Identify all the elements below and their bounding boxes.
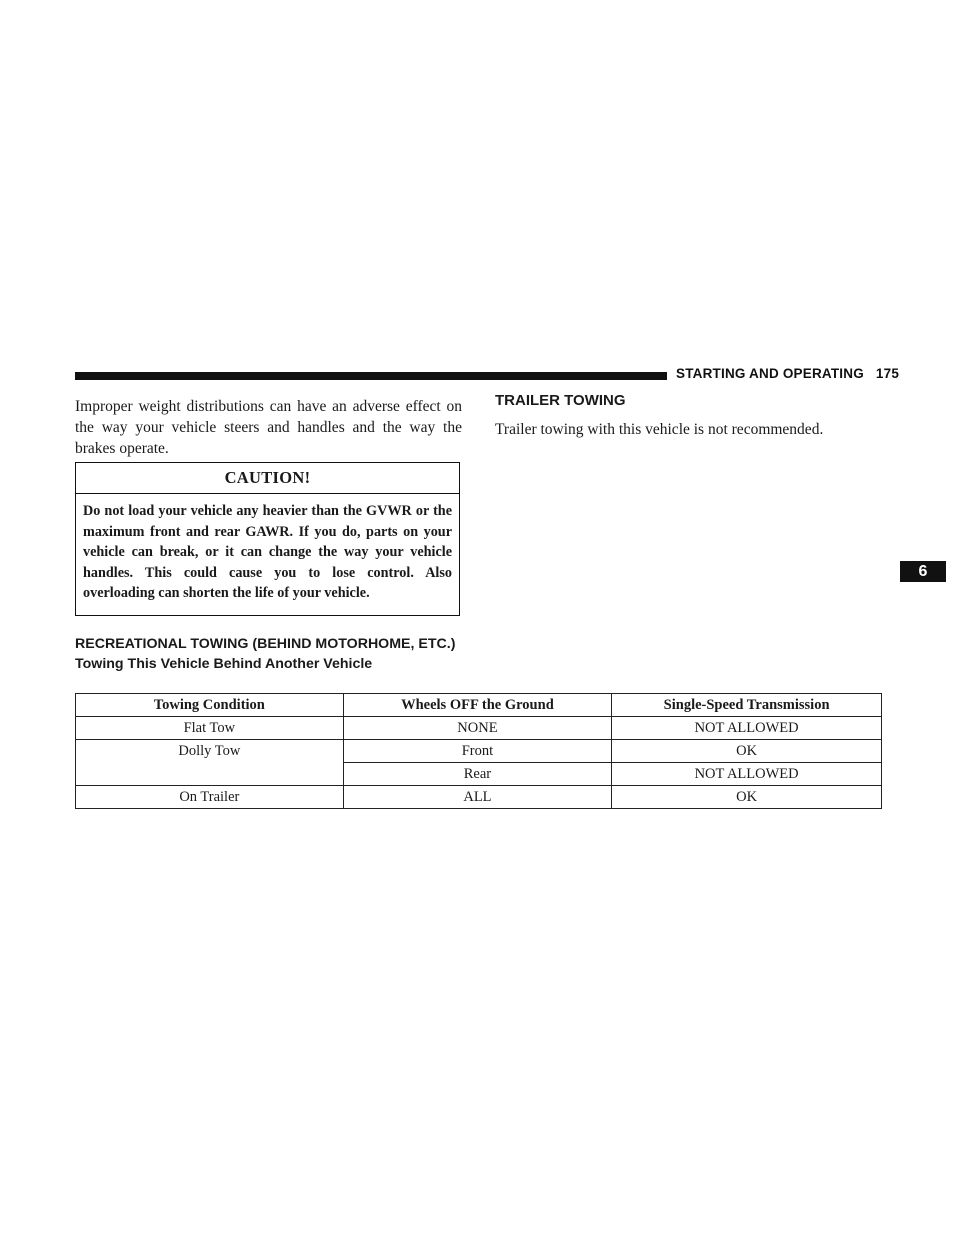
header-rule xyxy=(75,372,667,380)
table-cell: NONE xyxy=(343,717,612,740)
table-cell: ALL xyxy=(343,786,612,809)
table-cell: Front xyxy=(343,740,612,763)
recreational-towing-heading: RECREATIONAL TOWING (BEHIND MOTORHOME, ETC.) xyxy=(75,636,456,652)
chapter-tab: 6 xyxy=(900,561,946,582)
table-cell: Flat Tow xyxy=(76,717,344,740)
header-towing-condition: Towing Condition xyxy=(76,694,344,717)
recreational-towing-subheading: Towing This Vehicle Behind Another Vehicle xyxy=(75,656,373,672)
table-header-row xyxy=(76,694,882,717)
table-row xyxy=(76,763,882,786)
table-cell: NOT ALLOWED xyxy=(612,763,882,786)
running-header xyxy=(676,366,899,381)
towing-table xyxy=(75,693,882,809)
caution-title: CAUTION! xyxy=(76,463,459,494)
table-cell: Rear xyxy=(343,763,612,786)
table-row xyxy=(76,740,882,763)
table-cell: OK xyxy=(612,740,882,763)
page-number: 175 xyxy=(875,366,900,381)
trailer-towing-text: Trailer towing with this vehicle is not recommended. xyxy=(495,421,824,438)
header-wheels-off-ground: Wheels OFF the Ground xyxy=(343,694,612,717)
table-row xyxy=(76,717,882,740)
section-title: STARTING AND OPERATING xyxy=(676,366,864,381)
caution-body: Do not load your vehicle any heavier than the GVWR or the maximum front and rear GAWR. If you do, parts on your vehicle can break, or it can change the way your vehicle handles. This could cause you to lose control. Also overloading can shorten the life of your vehicle. xyxy=(83,503,452,601)
header-single-speed-transmission: Single-Speed Transmission xyxy=(612,694,882,717)
caution-box xyxy=(75,462,460,616)
table-cell: NOT ALLOWED xyxy=(612,717,882,740)
table-cell: On Trailer xyxy=(76,786,344,809)
table-row xyxy=(76,786,882,809)
intro-paragraph: Improper weight distributions can have an adverse effect on the way your vehicle steers and handles and the way the brakes operate. xyxy=(75,398,462,457)
table-cell: Dolly Tow xyxy=(76,740,344,763)
table-cell xyxy=(76,763,344,786)
trailer-towing-heading: TRAILER TOWING xyxy=(495,392,626,409)
table-cell: OK xyxy=(612,786,882,809)
